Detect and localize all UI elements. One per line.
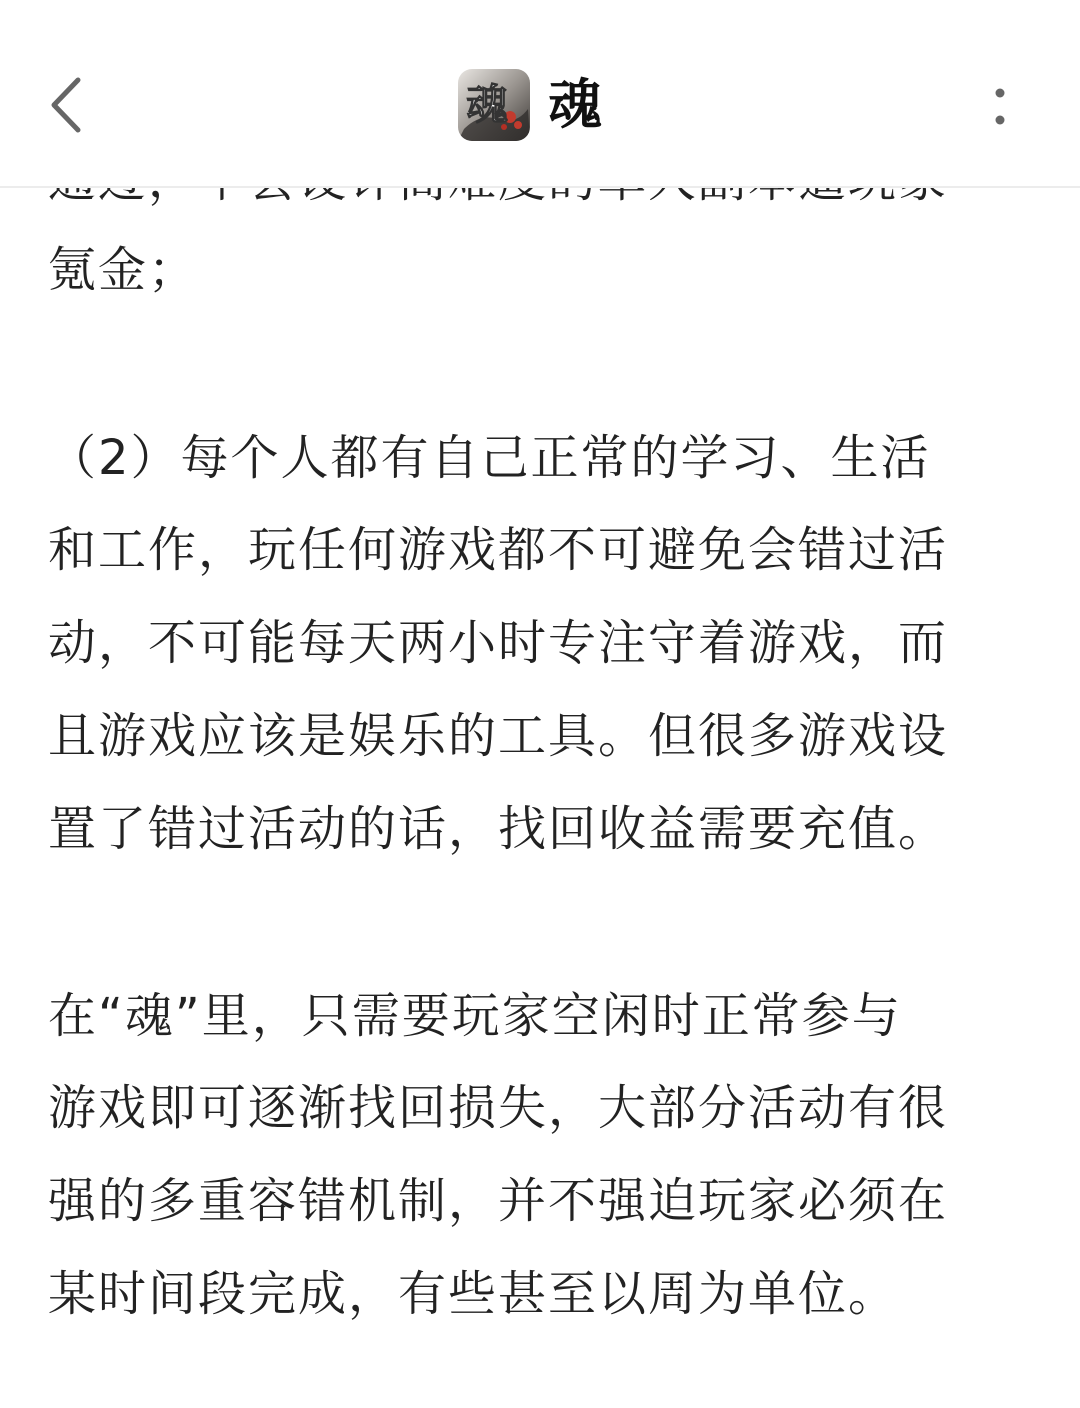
article-line: （2）每个人都有自己正常的学习、生活 bbox=[48, 430, 931, 486]
article-line: 置了错过活动的话，找回收益需要充值。 bbox=[48, 801, 949, 857]
article-line: 和工作，玩任何游戏都不可避免会错过活 bbox=[48, 522, 949, 578]
page-title: 魂 bbox=[548, 73, 602, 136]
more-options-button[interactable] bbox=[980, 84, 1020, 130]
page-title-group bbox=[458, 68, 602, 142]
article-line: 动，不可能每天两小时专注守着游戏，而 bbox=[48, 615, 949, 671]
article-line: 某时间段完成，有些甚至以周为单位。 bbox=[48, 1266, 899, 1322]
article-line: 且游戏应该是娱乐的工具。但很多游戏设 bbox=[48, 708, 949, 764]
app-icon-glyph: 魂 bbox=[466, 80, 509, 129]
more-vertical-icon bbox=[980, 84, 1020, 130]
article-line: 氪金； bbox=[48, 242, 199, 298]
back-button[interactable] bbox=[40, 72, 100, 138]
top-nav-bar bbox=[0, 0, 1080, 188]
article-line: 强的多重容错机制，并不强迫玩家必须在 bbox=[48, 1173, 949, 1229]
chevron-left-icon bbox=[40, 72, 100, 138]
article-line: 在“魂”里，只需要玩家空闲时正常参与 bbox=[48, 988, 902, 1044]
article-line: 游戏即可逐渐找回损失，大部分活动有很 bbox=[48, 1080, 949, 1136]
app-icon[interactable] bbox=[458, 69, 530, 141]
